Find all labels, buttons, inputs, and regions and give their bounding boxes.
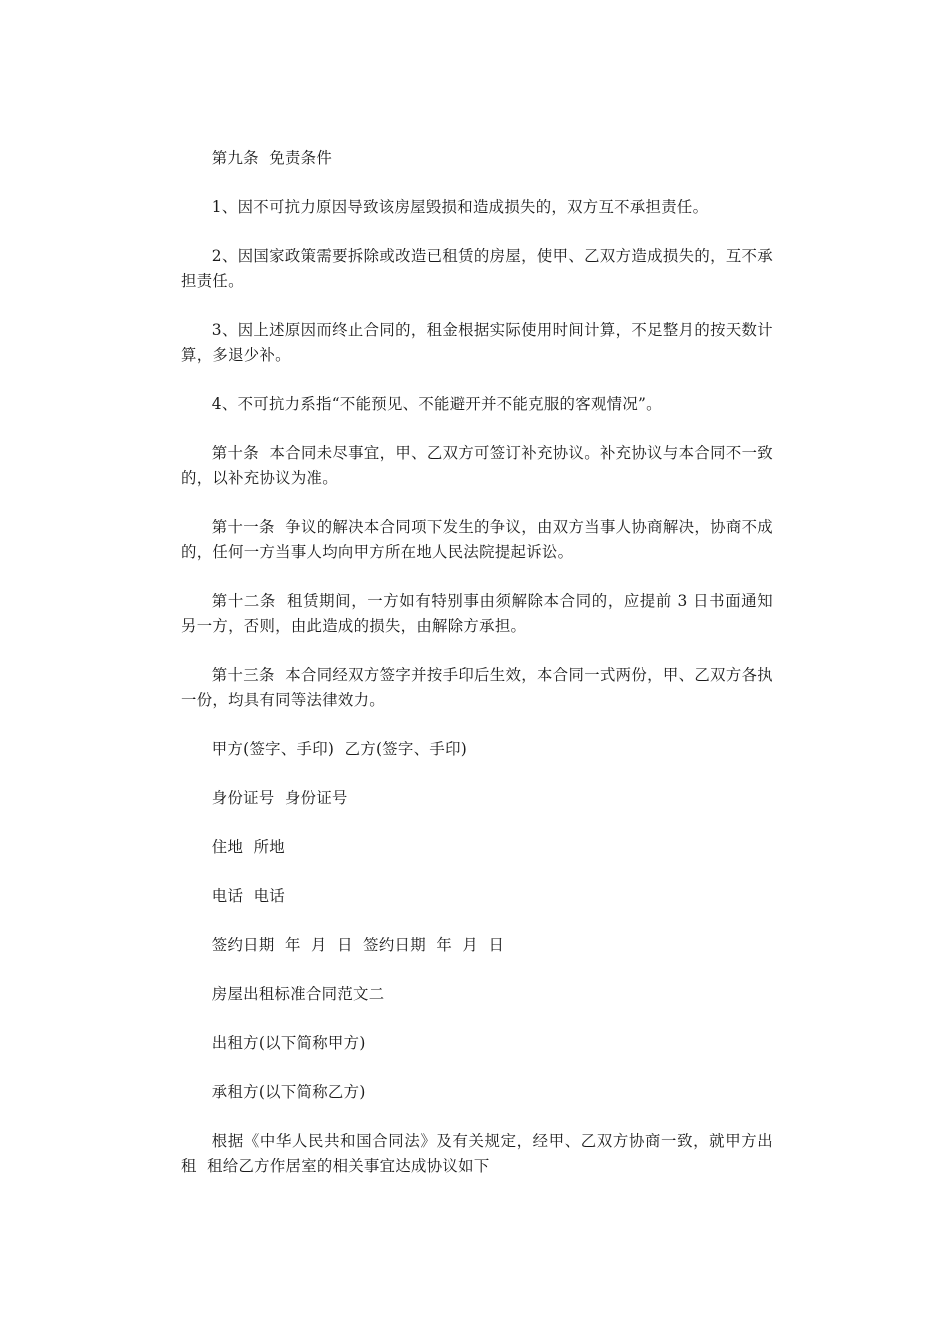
clause-11: 第十一条 争议的解决本合同项下发生的争议，由双方当事人协商解决，协商不成的，任何一方当事人均向甲方所在地人民法院提起诉讼。	[181, 518, 773, 561]
clause-10: 第十条 本合同未尽事宜，甲、乙双方可签订补充协议。补充协议与本合同不一致的，以补充协议为准。	[181, 444, 773, 487]
clause-9-item-3: 3、因上述原因而终止合同的，租金根据实际使用时间计算，不足整月的按天数计算，多退少补。	[181, 321, 773, 364]
document-body	[181, 146, 773, 1203]
lessor-line: 出租方(以下简称甲方)	[211, 1034, 366, 1052]
id-number-line: 身份证号 身份证号	[211, 789, 348, 807]
clause-9-heading: 第九条 免责条件	[211, 149, 333, 167]
section-title: 房屋出租标准合同范文二	[211, 985, 385, 1003]
signing-date-line: 签约日期 年 月 日 签约日期 年 月 日	[211, 936, 505, 954]
clause-12: 第十二条 租赁期间，一方如有特别事由须解除本合同的，应提前 3 日书面通知另一方，否则，由此造成的损失，由解除方承担。	[181, 592, 773, 635]
phone-line: 电话 电话	[211, 887, 285, 905]
clause-13: 第十三条 本合同经双方签字并按手印后生效，本合同一式两份，甲、乙双方各执一份，均具有同等法律效力。	[181, 666, 773, 709]
lessee-line: 承租方(以下简称乙方)	[211, 1083, 366, 1101]
clause-9-item-1: 1、因不可抗力原因导致该房屋毁损和造成损失的，双方互不承担责任。	[211, 198, 709, 216]
preamble-paragraph: 根据《中华人民共和国合同法》及有关规定，经甲、乙双方协商一致，就甲方出租 租给乙方作居室的相关事宜达成协议如下	[181, 1132, 773, 1175]
address-line: 住地 所地	[211, 838, 285, 856]
clause-9-item-4: 4、不可抗力系指“不能预见、不能避开并不能克服的客观情况”。	[211, 395, 662, 413]
signature-line: 甲方(签字、手印) 乙方(签字、手印)	[211, 740, 468, 758]
clause-9-item-2: 2、因国家政策需要拆除或改造已租赁的房屋，使甲、乙双方造成损失的，互不承担责任。	[181, 247, 773, 290]
